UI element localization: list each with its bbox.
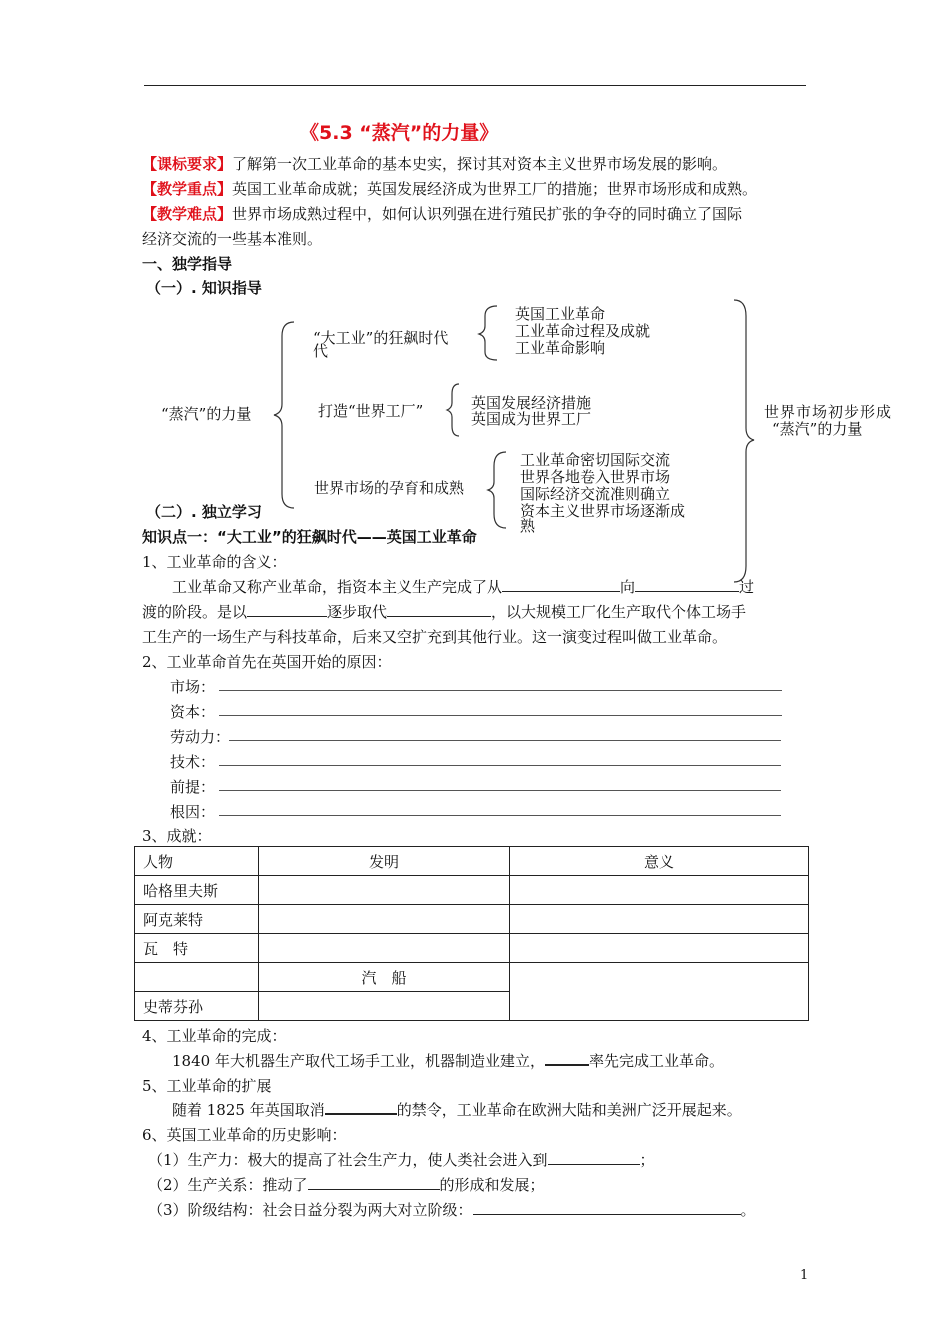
branch1-brace (479, 306, 497, 360)
q5-heading: 5、工业革命的扩展 (142, 1077, 272, 1095)
document-title: 《5.3 “蒸汽”的力量》 (300, 122, 499, 144)
diagram-branch-2: 打造“世界工厂” (318, 402, 424, 420)
q2-heading: 2、工业革命首先在英国开始的原因： (142, 653, 392, 671)
q2-labor-blank[interactable] (229, 740, 781, 741)
diagram-b1-item-2: 工业革命过程及成就 (515, 322, 651, 340)
q1-heading: 1、工业革命的含义： (142, 553, 287, 571)
q2-root-label: 根因： (170, 803, 216, 821)
diagram-right-1: 世界市场初步形成 (764, 403, 893, 421)
q2-capital-label: 资本： (170, 703, 216, 721)
q6-item-2 (148, 1173, 828, 1198)
diagram-b2-item-1: 英国发展经济措施 (471, 394, 592, 412)
diagram-b2-item-2: 英国成为世界工厂 (471, 410, 592, 428)
q2-market-blank[interactable] (219, 690, 782, 691)
table-row (135, 963, 809, 992)
q1-text-b: 向 (620, 578, 636, 596)
q4-text-a: 1840 年大机器生产取代工场手工业，机器制造业建立， (172, 1052, 545, 1070)
diagram-b1-item-3: 工业革命影响 (515, 339, 606, 357)
table-row (135, 905, 809, 934)
table-cell-significance-merged[interactable] (510, 963, 809, 1021)
q1-text-a: 工业革命又称产业革命，指资本主义生产完成了从 (172, 578, 503, 596)
diagram-b3-item-5: 熟 (520, 517, 536, 535)
diagram-b1-item-1: 英国工业革命 (515, 305, 606, 323)
section-heading-1: 一、独学指导 (142, 255, 233, 273)
q2-tech-label: 技术： (170, 753, 216, 771)
table-cell-significance[interactable] (510, 934, 809, 963)
teaching-difficulty-text: 世界市场成熟过程中，如何认识列强在进行殖民扩张的争夺的同时确立了国际 (232, 205, 743, 223)
knowledge-point-1: 知识点一：“大工业”的狂飙时代——英国工业革命 (142, 528, 477, 546)
blank-q6-classes[interactable] (473, 1199, 741, 1215)
q5-line (172, 1098, 852, 1123)
q1-line-2 (142, 600, 822, 625)
q1-text-c: 过 (739, 578, 755, 596)
q2-capital-blank[interactable] (219, 715, 782, 716)
q2-premise-blank[interactable] (219, 790, 781, 791)
blank-q1-replace[interactable] (387, 601, 491, 617)
teaching-difficulty-cont: 经济交流的一些基本准则。 (142, 230, 323, 248)
table-cell-significance[interactable] (510, 905, 809, 934)
curriculum-requirement-label: 【课标要求】 (142, 155, 233, 173)
q1-text-e: 逐步取代 (327, 603, 388, 621)
q6-text-3a: （3）阶级结构：社会日益分裂为两大对立阶级： (148, 1201, 473, 1219)
diagram-b3-item-2: 世界各地卷入世界市场 (520, 468, 671, 486)
q5-text-a: 随着 1825 年英国取消 (172, 1101, 325, 1119)
section-heading-2: （二）. 独立学习 (146, 503, 262, 521)
q5-text-b: 的禁令，工业革命在欧洲大陆和美洲广泛开展起来。 (396, 1101, 742, 1119)
table-header-row (135, 847, 809, 876)
q2-market-label: 市场： (170, 678, 216, 696)
table-header-significance: 意义 (510, 847, 809, 876)
q4-text-b: 率先完成工业革命。 (588, 1052, 724, 1070)
table-cell-person[interactable] (135, 963, 259, 992)
diagram-right-2: “蒸汽”的力量 (772, 420, 863, 438)
table-header-invention: 发明 (259, 847, 510, 876)
q1-text-f: ，以大规模工厂化生产取代个体工场手 (491, 603, 747, 621)
q1-line-3: 工生产的一场生产与科技革命，后来又空扩充到其他行业。这一演变过程叫做工业革命。 (142, 628, 728, 646)
q6-text-2a: （2）生产关系：推动了 (148, 1176, 308, 1194)
table-cell-invention[interactable] (259, 992, 510, 1021)
table-cell-person: 史蒂芬孙 (135, 992, 259, 1021)
teaching-focus-label: 【教学重点】 (142, 180, 233, 198)
q4-heading: 4、工业革命的完成： (142, 1027, 287, 1045)
q6-text-2b: 的形成和发展； (439, 1176, 545, 1194)
diagram-branch-3: 世界市场的孕育和成熟 (314, 479, 465, 497)
q2-labor-label: 劳动力： (170, 728, 231, 746)
q2-tech-blank[interactable] (219, 765, 781, 766)
table-row (135, 934, 809, 963)
diagram-b3-item-3: 国际经济交流准则确立 (520, 485, 671, 503)
teaching-difficulty-label: 【教学难点】 (142, 205, 233, 223)
table-header-person: 人物 (135, 847, 259, 876)
table-cell-person: 瓦 特 (135, 934, 259, 963)
achievements-table (134, 846, 809, 1021)
teaching-focus-text: 英国工业革命成就；英国发展经济成为世界工厂的措施；世界市场形成和成熟。 (232, 180, 758, 198)
blank-q1-to[interactable] (635, 576, 739, 592)
q6-item-3 (148, 1198, 828, 1223)
q6-text-1b: ； (639, 1151, 655, 1169)
table-cell-invention: 汽 船 (259, 963, 510, 992)
q6-heading: 6、英国工业革命的历史影响： (142, 1126, 347, 1144)
blank-q5-ban[interactable] (325, 1098, 397, 1115)
diagram-b3-item-1: 工业革命密切国际交流 (520, 451, 671, 469)
root-brace (274, 322, 294, 508)
q2-premise-label: 前提： (170, 778, 216, 796)
table-cell-person: 阿克莱特 (135, 905, 259, 934)
blank-q6-system[interactable] (308, 1174, 440, 1190)
q6-text-1a: （1）生产力：极大的提高了社会生产力，使人类社会进入到 (148, 1151, 548, 1169)
q1-text-d: 渡的阶段。是以 (142, 603, 248, 621)
table-cell-invention[interactable] (259, 934, 510, 963)
table-cell-invention[interactable] (259, 876, 510, 905)
q6-item-1 (148, 1148, 828, 1173)
q1-line-1 (172, 575, 852, 600)
blank-q1-by[interactable] (247, 601, 327, 617)
q2-root-blank[interactable] (219, 815, 781, 816)
branch2-brace (447, 384, 459, 436)
blank-q4-country[interactable] (545, 1049, 589, 1066)
section-heading-1a: （一）. 知识指导 (146, 279, 262, 297)
table-cell-person: 哈格里夫斯 (135, 876, 259, 905)
diagram-branch-1: “大工业”的狂飙时代 (313, 329, 449, 347)
q3-heading: 3、成就： (142, 827, 212, 845)
page-number: 1 (800, 1268, 809, 1283)
table-row (135, 876, 809, 905)
q6-text-3b: 。 (740, 1201, 756, 1219)
table-cell-invention[interactable] (259, 905, 510, 934)
diagram-root: “蒸汽”的力量 (161, 405, 252, 423)
diagram-b3-item-4: 资本主义世界市场逐渐成 (520, 502, 686, 520)
diagram-branch-1-overflow: 代 (313, 342, 329, 360)
curriculum-requirement-text: 了解第一次工业革命的基本史实，探讨其对资本主义世界市场发展的影响。 (232, 155, 728, 173)
blank-q6-era[interactable] (548, 1149, 640, 1165)
q4-line (172, 1049, 852, 1074)
blank-q1-from[interactable] (502, 576, 620, 592)
table-cell-significance[interactable] (510, 876, 809, 905)
